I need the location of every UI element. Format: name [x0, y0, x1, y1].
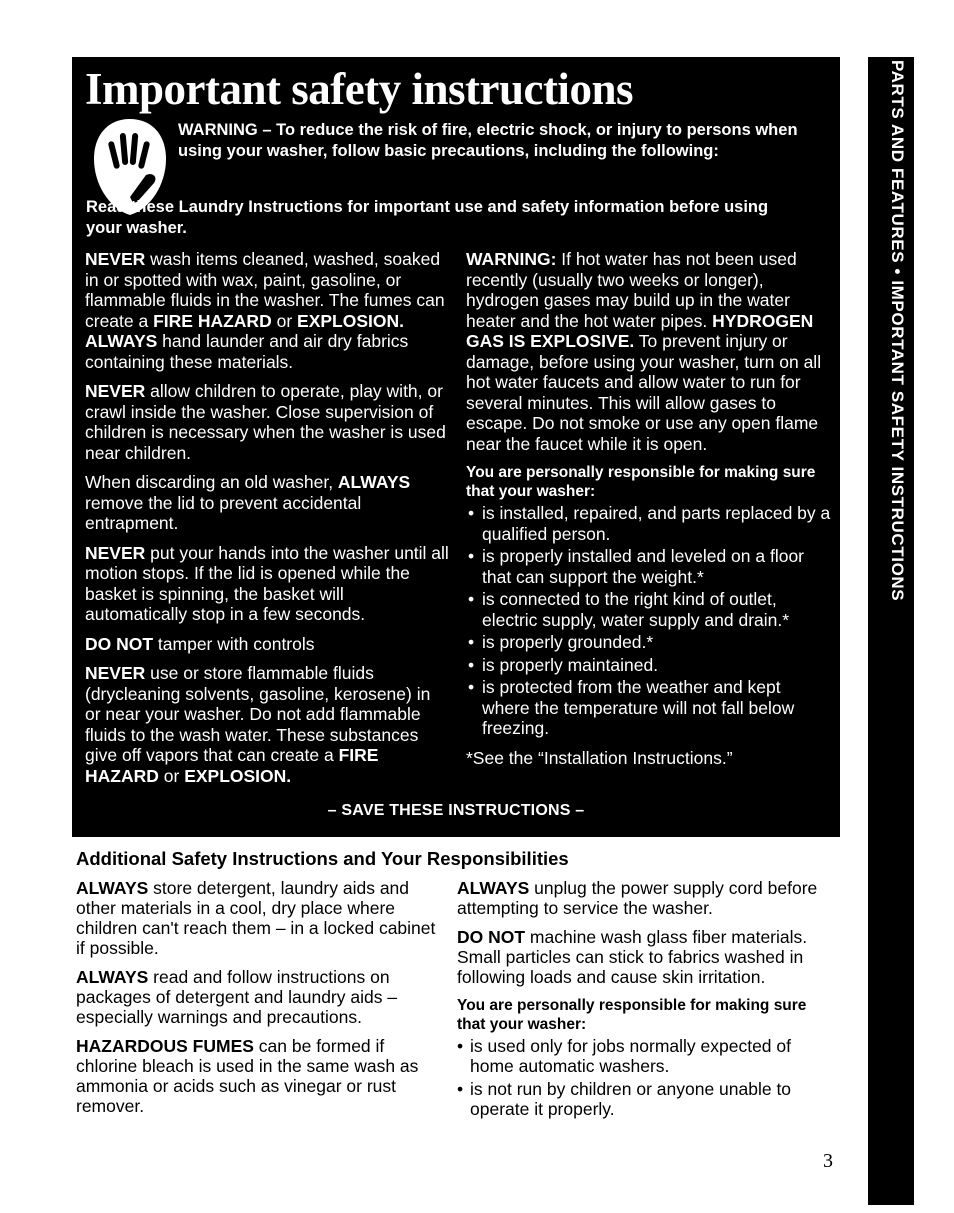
glass-fiber-paragraph: DO NOT machine wash glass fiber materials. Small particles can stick to fabrics washed in following loads and cause skin irritation.	[457, 927, 808, 987]
hydrogen-warning-paragraph: WARNING: If hot water has not been used recently (usually two weeks or longer), hydrogen gases may build up in the water heater and the hot water pipes. HYDROGEN GAS IS EXPLOSIVE. To prevent injury or damage, before using your washer, turn on all hot water faucets and allow water to run for several minutes. This will allow gases to escape. Do not smoke or use any open flame near the faucet while it is open.	[466, 249, 822, 454]
list-item: • is used only for jobs normally expected of home automatic washers.	[457, 1036, 823, 1076]
responsibility-list	[466, 503, 832, 739]
additional-right-column	[457, 878, 823, 1122]
read-packages-paragraph: ALWAYS read and follow instructions on packages of detergent and laundry aids – especially warnings and precautions.	[76, 967, 398, 1027]
page-number: 3	[823, 1150, 833, 1172]
list-item: • is protected from the weather and kept where the temperature will not fall below freezing.	[466, 677, 832, 739]
list-item: • is properly installed and leveled on a floor that can support the weight.*	[466, 546, 832, 587]
warning-text: To reduce the risk of fire, electric shock, or injury to persons when using your washer, follow basic precautions, including the following:	[178, 121, 798, 160]
list-item: • is properly grounded.*	[466, 632, 832, 653]
list-item: • is properly maintained.	[466, 655, 832, 676]
installation-footnote: *See the “Installation Instructions.”	[466, 747, 733, 768]
list-item: • is installed, repaired, and parts replaced by a qualified person.	[466, 503, 832, 544]
flammable-fluids-paragraph: NEVER use or store flammable fluids (drycleaning solvents, gasoline, kerosene) in or near your washer. Do not add flammable fluids to the wash water. These substances give off vapors that can create a FIRE HAZARD or EXPLOSION.	[85, 663, 431, 786]
additional-left-column	[76, 878, 440, 1125]
never-wash-paragraph: NEVER wash items cleaned, washed, soaked in or spotted with wax, paint, gasoline, or flammable fluids in the washer. The fumes can create a FIRE HAZARD or EXPLOSION. ALWAYS hand launder and air dry fabrics containing these materials.	[85, 249, 445, 372]
warning-label: WARNING –	[178, 121, 272, 139]
additional-responsibility-subhead: You are personally responsible for making sure that your washer:	[457, 997, 807, 1033]
children-paragraph: NEVER allow children to operate, play with, or crawl inside the washer. Close supervision of children is necessary when the washer is used near children.	[85, 381, 446, 463]
side-tab-label: PARTS AND FEATURES • IMPORTANT SAFETY INSTRUCTIONS	[888, 60, 907, 602]
section-side-tab	[868, 57, 914, 1205]
controls-paragraph: DO NOT tamper with controls	[85, 633, 315, 654]
page-title: Important safety instructions	[85, 64, 633, 114]
store-detergent-paragraph: ALWAYS store detergent, laundry aids and other materials in a cool, dry place where children can't reach them – in a locked cabinet if possible.	[76, 878, 436, 958]
left-instructions-column	[85, 249, 449, 795]
hands-paragraph: NEVER put your hands into the washer until all motion stops. If the lid is opened while the basket is spinning, the basket will automatically stop in a few seconds.	[85, 542, 449, 624]
responsibility-subhead: You are personally responsible for making sure that your washer:	[466, 464, 816, 500]
additional-section-title: Additional Safety Instructions and Your Responsibilities	[76, 848, 569, 869]
read-instructions-notice: Read these Laundry Instructions for important use and safety information before using your washer.	[86, 198, 769, 237]
save-instructions-banner: – SAVE THESE INSTRUCTIONS –	[327, 802, 585, 819]
list-item: • is not run by children or anyone unable to operate it properly.	[457, 1079, 823, 1119]
hazardous-fumes-paragraph: HAZARDOUS FUMES can be formed if chlorine bleach is used in the same wash as ammonia or acids such as vinegar or rust remover.	[76, 1036, 419, 1116]
additional-responsibility-list	[457, 1036, 823, 1119]
unplug-paragraph: ALWAYS unplug the power supply cord before attempting to service the washer.	[457, 878, 818, 918]
warning-statement	[178, 120, 838, 162]
list-item: • is connected to the right kind of outlet, electric supply, water supply and drain.*	[466, 589, 832, 630]
discarding-paragraph: When discarding an old washer, ALWAYS remove the lid to prevent accidental entrapment.	[85, 472, 411, 533]
right-instructions-column	[466, 249, 832, 777]
safety-instructions-panel	[72, 57, 840, 837]
